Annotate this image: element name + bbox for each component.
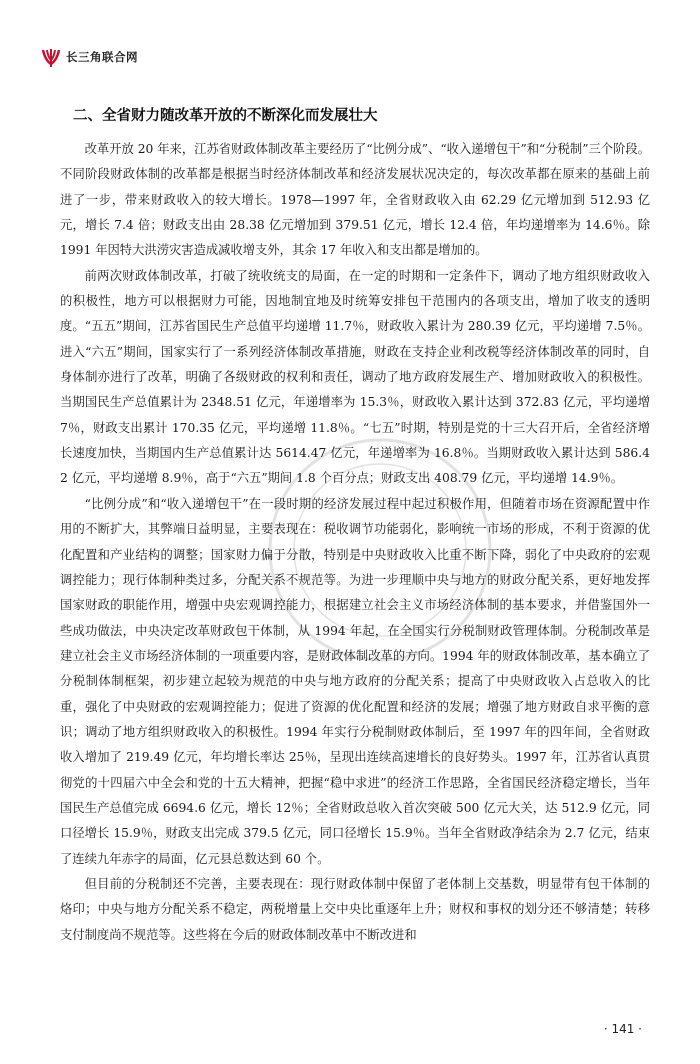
paragraph: “比例分成”和“收入递增包干”在一段时期的经济发展过程中起过积极作用，但随着市场在资源配置中作用的不断扩大，其弊端日益明显，主要表现在：税收调节功能弱化，影响统一市场的形成，不利于资源的优化配置和产业结构的调整；国家财力偏于分散，特别是中央财政收入比重不断下降，弱化了中央政府的宏观调控能力；现行体制种类过多，分配关系不规范等。为进一步理顺中央与地方的财政分配关系，更好地发挥国家财政的职能作用，增强中央宏观调控能力，根据建立社会主义市场经济体制的基本要求，并借鉴国外一些成功做法，中央决定改革财政包干体制，从 1994 年起，在全国实行分税制财政管理体制。分税制改革是建立社会主义市场经济体制的一项重要内容，是财政体制改革的方向。1994 年的财政体制改革，基本确立了分税制体制框架，初步建立起较为规范的中央与地方政府的分配关系；提高了中央财政收入占总收入的比重，强化了中央财政的宏观调控能力；促进了资源的优化配置和经济的发展；增强了地方财政自求平衡的意识；调动了地方组织财政收入的积极性。1994 年实行分税制财政体制后，至 1997 年的四年间，全省财政收入增加了 219.49 亿元，年均增长率达 25％，呈现出连续高速增长的良好势头。1997 年，江苏省认真贯彻党的十四届六中全会和党的十五大精神，把握“稳中求进”的经济工作思路，全省国民经济稳定增长，当年国民生产总值完成 6694.6 亿元，增长 12％；全省财政总收入首次突破 500 亿元大关，达 512.9 亿元，同口径增长 15.9％，财政支出完成 379.5 亿元，同口径增长 15.9％。当年全省财政净结余为 2.7 亿元，结束了连续九年赤字的局面，亿元县总数达到 60 个。 <box>60 496 650 866</box>
page-header <box>40 46 138 68</box>
logo-icon <box>40 46 62 68</box>
page-number: · 141 · <box>603 1022 642 1036</box>
paragraph: 前两次财政体制改革，打破了统收统支的局面，在一定的时期和一定条件下，调动了地方组织财政收入的积极性，地方可以根据财力可能，因地制宜地及时统筹安排包干范围内的各项支出，增加了收支的透明度。“五五”期间，江苏省国民生产总值平均递增 11.7％，财政收入累计为 280.39 亿元，平均递增 7.5％。进入“六五”期间，国家实行了一系列经济体制改革措施，财政在支持企业利改税等经济体制改革的同时，自身体制亦进行了改革，明确了各级财政的权利和责任，调动了地方政府发展生产、增加财政收入的积极性。当期国民生产总值累计为 2348.51 亿元，年递增率为 15.3％，财政收入累计达到 372.83 亿元，平均递增 7％，财政支出累计 170.35 亿元，平均递增 11.8％。“七五”时期，特别是党的十三大召开后，全省经济增长速度加快，当期国内生产总值累计达 5614.47 亿元，年递增率为 16.8％。当期财政收入累计达到 586.42 亿元，平均递增 8.9％，高于“六五”期间 1.8 个百分点；财政支出 408.79 亿元，平均递增 14.9％。 <box>60 268 650 486</box>
body-text <box>60 137 650 948</box>
logo-text: 长三角联合网 <box>66 50 138 64</box>
section-title: 二、全省财力随改革开放的不断深化而发展壮大 <box>73 108 378 124</box>
paragraph: 改革开放 20 年来，江苏省财政体制改革主要经历了“比例分成”、“收入递增包干”和“分税制”三个阶段。不同阶段财政体制的改革都是根据当时经济体制改革和经济发展状况决定的，每次改革都在原来的基础上前进了一步，带来财政收入的较大增长。1978—1997 年，全省财政收入由 62.29 亿元增加到 512.93 亿元，增长 7.4 倍；财政支出由 28.38 亿元增加到 379.51 亿元，增长 12.4 倍，年均递增率为 14.6％。除 1991 年因特大洪涝灾害造成减收增支外，其余 17 年收入和支出都是增加的。 <box>60 142 650 258</box>
paragraph: 但目前的分税制还不完善，主要表现在：现行财政体制中保留了老体制上交基数，明显带有包干体制的烙印；中央与地方分配关系不稳定，两税增量上交中央比重逐年上升；财权和事权的划分还不够清楚；转移支付制度尚不规范等。这些将在今后的财政体制改革中不断改进和 <box>60 876 650 942</box>
